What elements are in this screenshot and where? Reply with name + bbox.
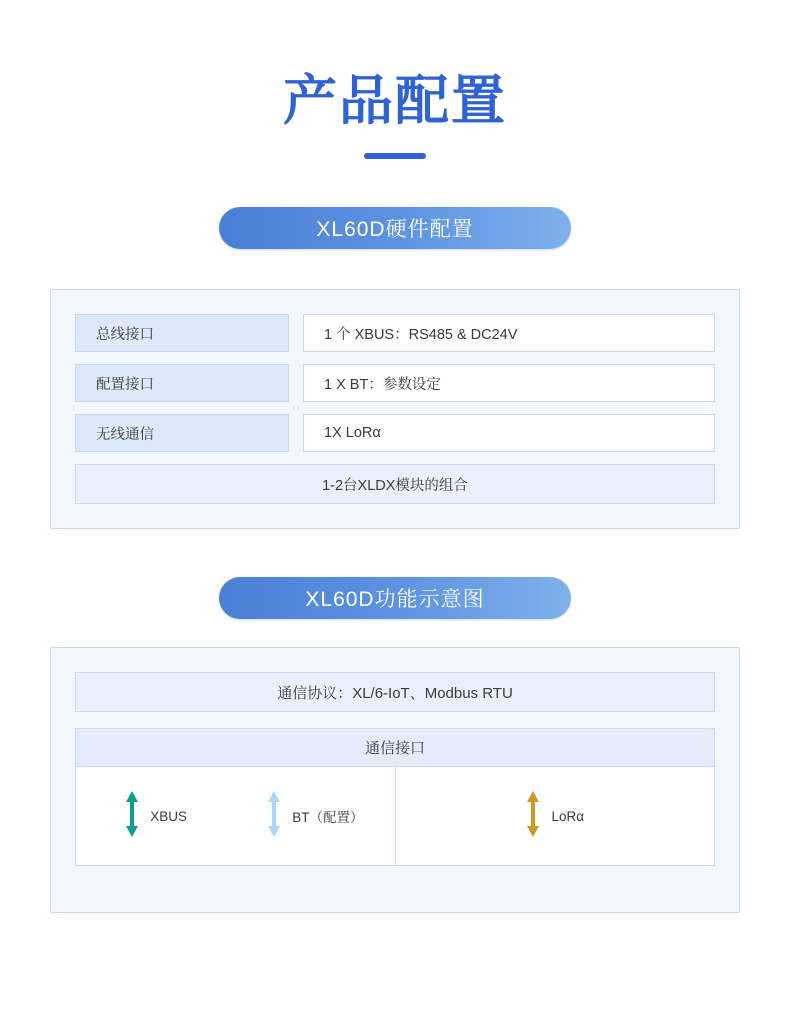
spec-label: 总线接口 xyxy=(75,314,289,352)
function-diagram-panel xyxy=(50,647,740,913)
double-arrow-vertical-icon xyxy=(124,791,140,842)
spacer xyxy=(0,619,790,647)
spec-label: 无线通信 xyxy=(75,414,289,452)
interface-label-lora: LoRα xyxy=(551,808,585,824)
hardware-config-panel-inner xyxy=(51,290,739,528)
spec-label: 配置接口 xyxy=(75,364,289,402)
spec-value: 1X LoRα xyxy=(303,414,715,452)
spacer xyxy=(0,529,790,577)
section-2-pill-wrap xyxy=(0,577,790,619)
page-title: 产品配置 xyxy=(283,71,507,131)
double-arrow-vertical-icon xyxy=(525,791,541,842)
hardware-config-footer-note: 1-2台XLDX模块的组合 xyxy=(75,464,715,504)
spec-value: 1 个 XBUS：RS485 & DC24V xyxy=(303,314,715,352)
interface-item-bt-inner xyxy=(266,791,363,842)
table-row xyxy=(75,414,715,452)
interface-cell-wireless xyxy=(396,767,715,865)
double-arrow-vertical-icon xyxy=(266,791,282,842)
spec-value: 1 X BT：参数设定 xyxy=(303,364,715,402)
section-hardware-config-pill: XL60D硬件配置 xyxy=(219,207,571,249)
communication-interface-header: 通信接口 xyxy=(75,728,715,766)
interface-item-lora xyxy=(525,791,584,842)
communication-protocol-band: 通信协议：XL/6-IoT、Modbus RTU xyxy=(75,672,715,712)
interface-cell-wired xyxy=(76,767,396,865)
page-header xyxy=(0,0,790,159)
interface-item-bt xyxy=(235,791,394,842)
communication-interface-row xyxy=(75,766,715,866)
spacer xyxy=(0,159,790,207)
spacer xyxy=(75,866,715,888)
interface-item-xbus xyxy=(76,791,235,842)
interface-label-bt: BT（配置） xyxy=(292,810,364,826)
interface-item-xbus-inner xyxy=(124,791,187,842)
table-row xyxy=(75,364,715,402)
section-1-pill-wrap xyxy=(0,207,790,249)
hardware-config-panel xyxy=(50,289,740,529)
spacer xyxy=(0,249,790,289)
interface-label-xbus: XBUS xyxy=(150,808,187,824)
function-diagram-panel-inner xyxy=(51,648,739,912)
section-function-diagram-pill: XL60D功能示意图 xyxy=(219,577,571,619)
table-row xyxy=(75,314,715,352)
